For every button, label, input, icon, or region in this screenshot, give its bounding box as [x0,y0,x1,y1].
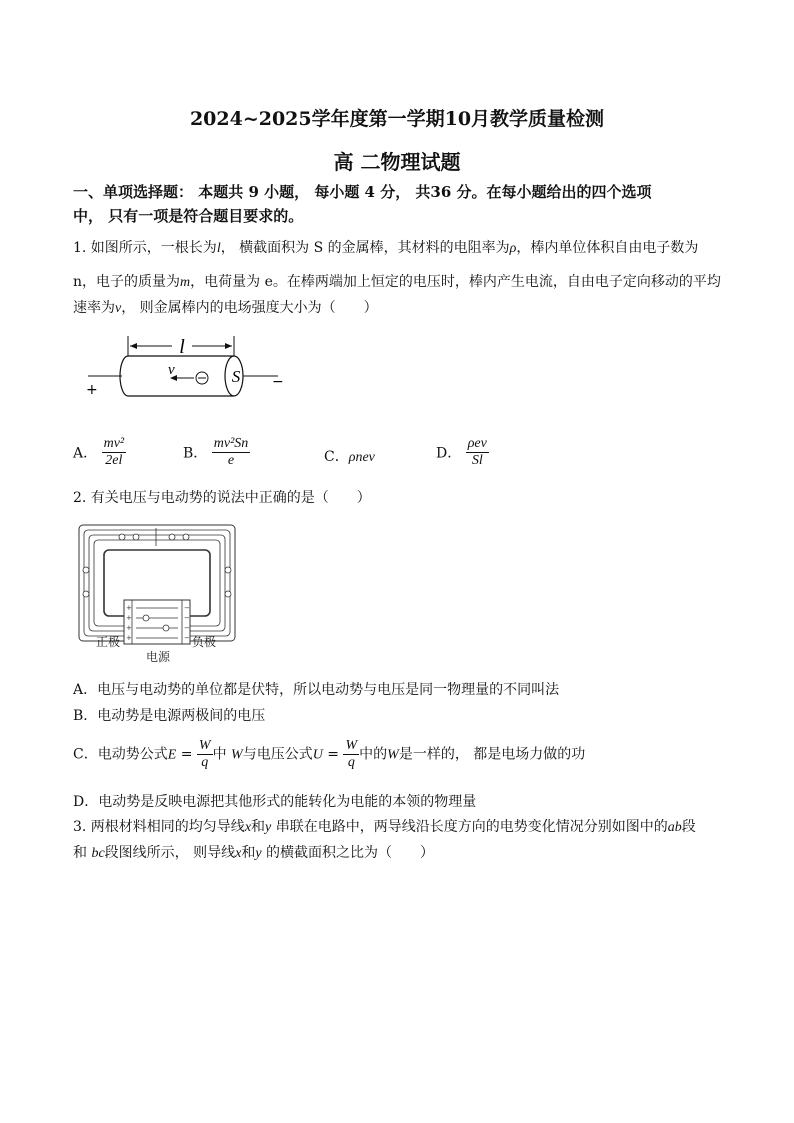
svg-text:+: + [126,624,132,632]
svg-text:−: − [184,624,190,632]
velocity-label: v [168,362,175,378]
q1-option-a[interactable]: A． $\frac{\text{mv²}}{2el}$ [73,436,125,468]
q1-option-c[interactable]: C．ρnev [324,449,375,465]
q1-line3: 速率为v， 则金属棒内的电场强度大小为（ ） [73,300,378,316]
plus-terminal: + [86,382,98,398]
q1-line2: n，电子的质量为m，电荷量为 e。在棒两端加上恒定的电压时，棒内产生电流，自由电子定向移动的平均 [73,274,721,290]
exam-subtitle: 高 二物理试题 [333,150,461,174]
svg-text:−: − [184,634,190,642]
q1-option-d[interactable]: D． $\frac{\text{ρev}}{Sl}$ [436,436,487,468]
exam-title: 2024~2025学年度第一学期10月教学质量检测 [189,108,605,130]
q1-rod-figure [80,332,290,404]
positive-pole-label: 正极 [96,635,121,649]
q3-line1: 3. 两根材料相同的均匀导线x和y 串联在电路中，两导线沿长度方向的电势变化情况分别如图中的ab段 [73,819,696,835]
negative-pole-label: 负极 [192,635,217,649]
q2-stem: 2. 有关电压与电动势的说法中正确的是（ ） [73,490,371,506]
q3-line2: 和 bc段图线所示， 则导线x和y 的横截面积之比为（ ） [73,845,435,861]
section-heading-line1: 一、单项选择题： 本题共 9 小题， 每小题 4 分， 共36 分。在每小题给出的四个选项 [73,183,652,201]
svg-text:+: + [126,614,132,622]
q2-option-c[interactable]: C．电动势公式E = $\frac{W}{q}$ 中 W与电压公式U = $\frac{W}{q}$ 中的W是一样的， 都是电场力做的功 [73,738,586,770]
power-source-label: 电源 [146,650,171,664]
section-heading-line2: 中， 只有一项是符合题目要求的。 [73,207,304,225]
svg-text:+: + [126,634,132,642]
svg-text:−: − [184,604,190,612]
q2-option-a[interactable]: A．电压与电动势的单位都是伏特，所以电动势与电压是同一物理量的不同叫法 [73,682,560,698]
svg-text:−: − [184,614,190,622]
rod-length-label: l [179,336,185,358]
svg-text:+: + [126,604,132,612]
minus-terminal: − [272,374,284,390]
q1-option-b[interactable]: B． $\frac{\text{mv²Sn}}{e}$ [183,436,249,468]
q2-option-d[interactable]: D．电动势是反映电源把其他形式的能转化为电能的本领的物理量 [73,794,477,810]
q2-option-b[interactable]: B．电动势是电源两极间的电压 [73,708,266,724]
q1-line1: 1. 如图所示，一根长为l， 横截面积为 S 的金属棒，其材料的电阻率为ρ，棒内单位体积自由电子数为 [73,240,699,256]
rod-area-label: S [231,367,241,386]
q2-circuit-figure [76,522,240,664]
